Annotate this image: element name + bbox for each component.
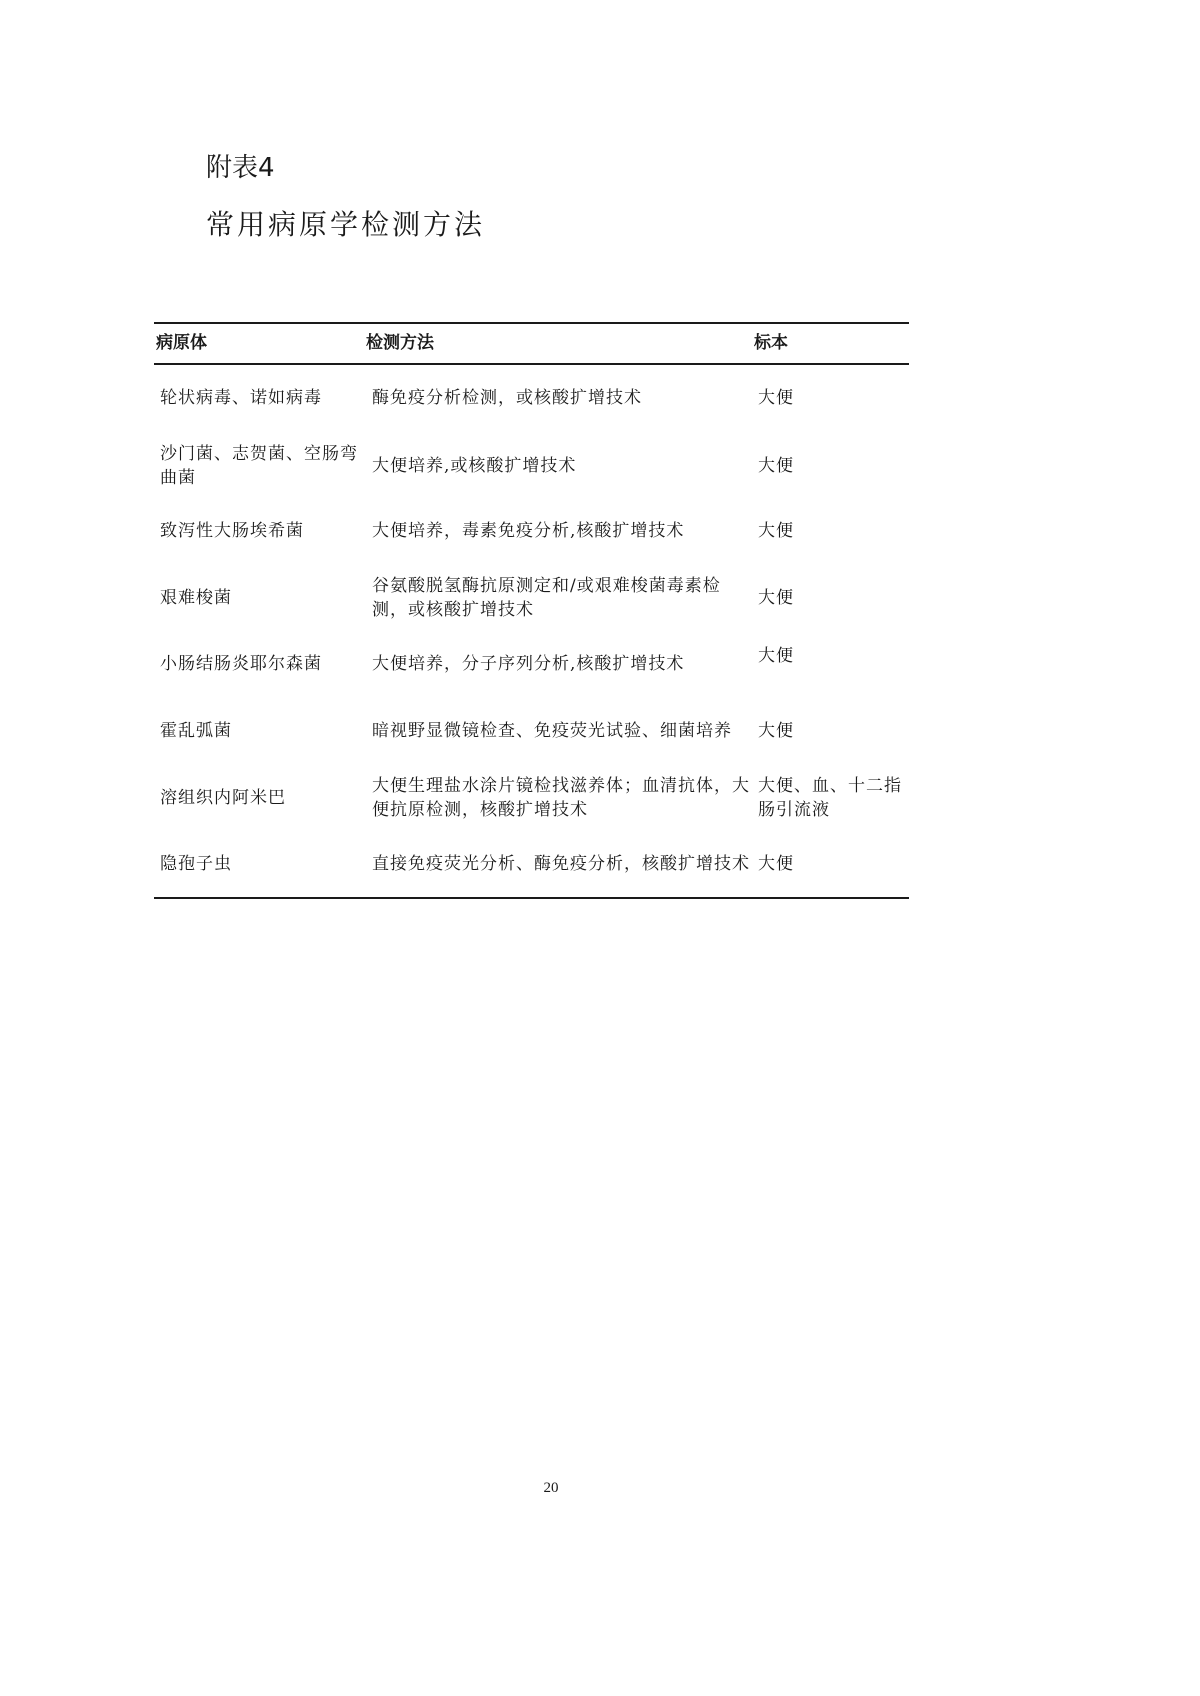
table-header	[154, 324, 909, 363]
method-cell: 谷氨酸脱氢酶抗原测定和/或艰难梭菌毒素检测，或核酸扩增技术	[372, 576, 721, 620]
pathogen-cell: 艰难梭菌	[160, 588, 232, 608]
pathogen-cell: 轮状病毒、诺如病毒	[160, 388, 322, 408]
specimen-cell: 大便	[758, 854, 794, 874]
table-row	[154, 440, 909, 492]
specimen-cell: 大便	[758, 721, 794, 741]
table-header-rule	[154, 363, 909, 365]
pathogen-cell: 致泻性大肠埃希菌	[160, 521, 304, 541]
pathogen-cell: 溶组织内阿米巴	[160, 788, 286, 808]
method-cell: 大便培养，分子序列分析,核酸扩增技术	[372, 654, 685, 674]
pathogen-cell: 小肠结肠炎耶尔森菌	[160, 654, 322, 674]
pathogen-cell: 隐孢子虫	[160, 854, 232, 874]
table-row	[154, 705, 909, 757]
method-cell: 大便培养，毒素免疫分析,核酸扩增技术	[372, 521, 685, 541]
specimen-cell: 大便	[758, 646, 794, 666]
appendix-heading: 附表4	[206, 153, 275, 183]
method-cell: 酶免疫分析检测，或核酸扩增技术	[372, 388, 642, 408]
specimen-cell: 大便	[758, 521, 794, 541]
table-row	[154, 572, 909, 624]
table-row	[154, 838, 909, 890]
specimen-cell: 大便、血、十二指肠引流液	[758, 776, 902, 820]
specimen-cell: 大便	[758, 388, 794, 408]
table-row	[154, 508, 909, 554]
specimen-cell: 大便	[758, 456, 794, 476]
page-number: 20	[543, 1480, 559, 1496]
pathogen-cell: 沙门菌、志贺菌、空肠弯曲菌	[160, 444, 358, 488]
table-row	[154, 640, 909, 688]
column-header-method: 检测方法	[366, 333, 434, 353]
table-row	[154, 772, 909, 824]
method-cell: 直接免疫荧光分析、酶免疫分析，核酸扩增技术	[372, 854, 750, 874]
specimen-cell: 大便	[758, 588, 794, 608]
method-cell: 大便培养,或核酸扩增技术	[372, 456, 577, 476]
method-cell: 暗视野显微镜检查、免疫荧光试验、细菌培养	[372, 721, 732, 741]
table-row	[154, 376, 909, 420]
column-header-specimen: 标本	[754, 333, 788, 353]
table-bottom-rule	[154, 897, 909, 899]
document-title: 常用病原学检测方法	[206, 208, 486, 241]
pathogen-cell: 霍乱弧菌	[160, 721, 232, 741]
method-cell: 大便生理盐水涂片镜检找滋养体；血清抗体，大便抗原检测，核酸扩增技术	[372, 776, 750, 820]
column-header-pathogen: 病原体	[156, 333, 207, 353]
